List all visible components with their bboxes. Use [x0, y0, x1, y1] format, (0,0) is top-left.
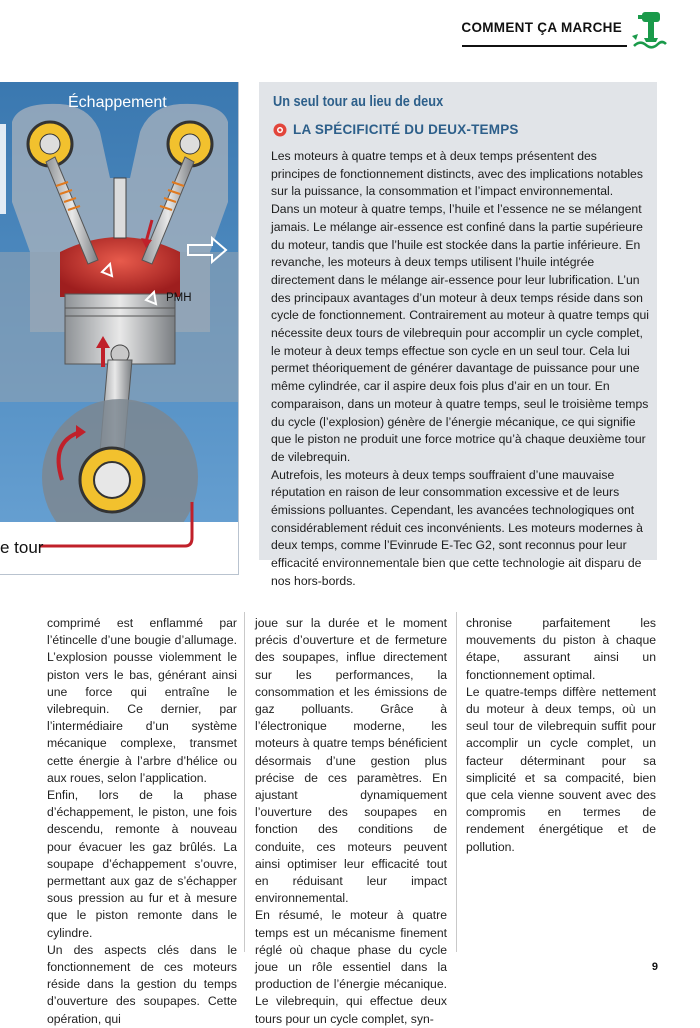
- sidebar-box: [259, 82, 657, 588]
- label-pmh: PMH: [166, 292, 192, 304]
- sidebar-subheading: [273, 122, 519, 137]
- sidebar-body: [271, 148, 649, 591]
- column-divider: [456, 612, 457, 952]
- body-paragraph: comprimé est enflammé par l’étincelle d’une bougie d’allumage. L’explosion pousse violemment le piston vers le bas, générant ainsi une force qui entraîne le vilebrequin. Ce dernier, par l’intermédiaire d’un système mécanique complexe, transmet cette énergie à l’arbre d’hélice ou aux roues, selon l’application.: [47, 616, 237, 785]
- section-title: COMMENT ÇA MARCHE: [461, 20, 622, 35]
- sidebar-subtitle: LA SPÉCIFICITÉ DU DEUX-TEMPS: [293, 122, 519, 137]
- flower-bullet-icon: [273, 123, 287, 137]
- engine-illustration: [0, 82, 239, 575]
- outboard-motor-icon: [630, 10, 668, 50]
- sidebar-paragraph: Autrefois, les moteurs à deux temps souffraient d’une mauvaise réputation en raison de leur consommation excessive et de leurs émissions polluantes. Cependant, les avancées technologiques ont considérablement réduit ces inconvénients. Les moteurs modernes à deux temps, comme l’Evinrude E-Tec G2, sont reconnus pour leur efficacité environnementale bien que cette technologie ait disparu de nos hors-bords.: [271, 467, 643, 588]
- sidebar-title: Un seul tour au lieu de deux: [273, 94, 444, 110]
- text-column-2: [255, 615, 447, 1028]
- body-paragraph: joue sur la durée et le moment précis d’ouverture et de fermeture des soupapes, influe directement sur les performances, la consommation et les émissions de gaz polluants. Grâce à l’électronique moderne, les moteurs à quatre temps bénéficient désormais d’une gestion plus précise de ces paramètres. En ajustant dynamiquement l’ouverture des soupapes en fonction des conditions de conduite, ces moteurs peuvent ainsi optimiser leur efficacité tout en réduisant leur impact environnemental.: [255, 616, 447, 906]
- body-paragraph: Un des aspects clés dans le fonctionnement de ces moteurs réside dans la gestion du temps d’ouverture des soupapes. Cette opération, qui: [47, 942, 237, 1026]
- body-paragraph: Le quatre-temps diffère nettement du moteur à deux temps, où un seul tour de vilebrequin suffit pour accomplir un cycle complet, un facteur déterminant pour sa simplicité et sa compacité, bien que cela vienne souvent avec des compromis en termes de rendement énergétique et de pollution.: [466, 684, 656, 854]
- body-paragraph: chronise parfaitement les mouvements du piston à chaque étape, assurant ainsi un fonctionnement optimal.: [466, 616, 656, 682]
- text-column-3: [466, 615, 656, 856]
- sidebar-paragraph: Dans un moteur à quatre temps, l’huile et l’essence ne se mélangent jamais. Le mélange air-essence est confiné dans la partie supérieure du moteur, tandis que l’huile est stockée dans la partie inférieure. En revanche, les moteurs à deux temps utilisent l’huile intégrée directement dans le mélange air-essence pour leur lubrification. L’un des principaux avantages d’un moteur à deux temps réside dans son cycle de fonctionnement. Contrairement au moteur à quatre temps qui nécessite deux tours de vilebrequin pour accomplir un cycle complet, le moteur à deux temps effectue son cycle en un seul tour. Cela lui permet théoriquement de générer davantage de puissance pour une même cylindrée, car il aspire deux fois plus d’air en un tour. En comparaison, dans un moteur à quatre temps, seul le troisième temps du cycle (l’explosion) génère de l’énergie mécanique, ce qui signifie que le piston ne produit une force motrice qu’à chaque deuxième tour de vilebrequin.: [271, 202, 650, 464]
- label-tour: e tour: [0, 538, 44, 557]
- body-paragraph: En résumé, le moteur à quatre temps est un mécanisme finement réglé où chaque phase du cycle joue un rôle essentiel dans la production de l’énergie mécanique. Le vilebrequin, qui effectue deux tours pour un cycle complet, syn-: [255, 908, 447, 1026]
- body-paragraph: Enfin, lors de la phase d’échappement, le piston, une fois descendu, remonte à nouveau pour évacuer les gaz brûlés. La soupape d’échappement s’ouvre, permettant aux gaz de s’échapper sous pression au fur et à mesure que le piston remonte dans le cylindre.: [47, 788, 237, 940]
- label-exhaust: Échappement: [68, 94, 167, 111]
- sidebar-paragraph: Les moteurs à quatre temps et à deux temps présentent des principes de fonctionnement distincts, avec des implications notables sur la puissance, la consommation et l’impact environnemental.: [271, 149, 643, 199]
- column-divider: [244, 612, 245, 952]
- page-number: 9: [651, 961, 658, 973]
- header-rule: [462, 45, 627, 47]
- text-column-1: [47, 615, 237, 1028]
